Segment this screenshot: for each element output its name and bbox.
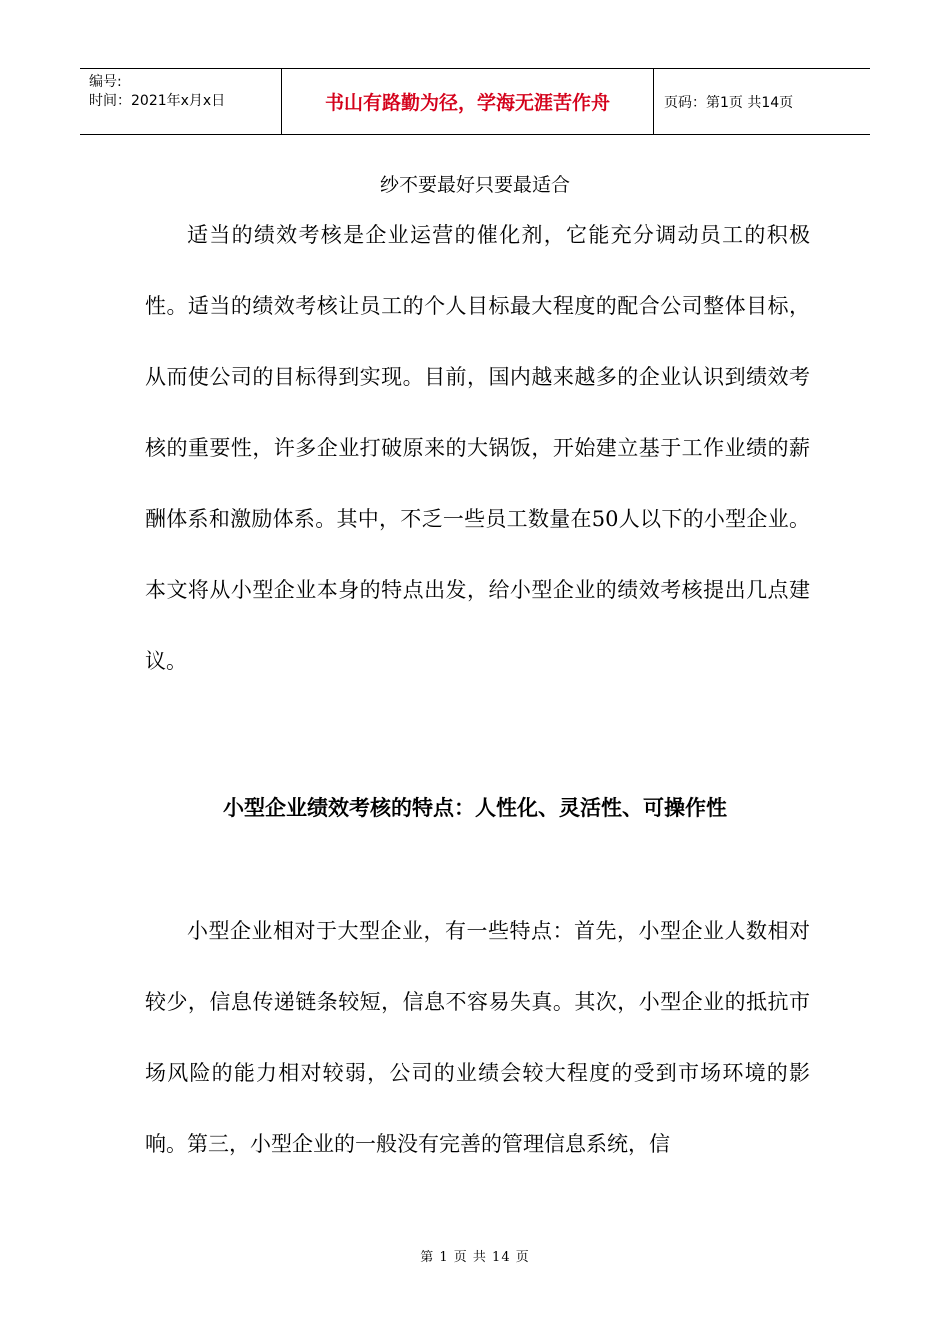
date-label: 时间：2021年x月x日 bbox=[89, 93, 226, 109]
page-header bbox=[80, 68, 870, 135]
intro-paragraph: 适当的绩效考核是企业运营的催化剂，它能充分调动员工的积极性。适当的绩效考核让员工的个人目标最大程度的配合公司整体目标，从而使公司的目标得到实现。目前，国内越来越多的企业认识到绩效考核的重要性，许多企业打破原来的大锅饭，开始建立基于工作业绩的薪酬体系和激励体系。其中，不乏一些员工数量在50人以下的小型企业。本文将从小型企业本身的特点出发，给小型企业的绩效考核提出几点建议。 bbox=[145, 223, 810, 673]
header-page-info: 页码：第1页 共14页 bbox=[664, 94, 794, 111]
section-heading: 小型企业绩效考核的特点：人性化、灵活性、可操作性 bbox=[223, 795, 727, 820]
header-meta-cell bbox=[80, 69, 282, 134]
body-paragraph: 小型企业相对于大型企业，有一些特点：首先，小型企业人数相对较少，信息传递链条较短，信息不容易失真。其次，小型企业的抵抗市场风险的能力相对较弱，公司的业绩会较大程度的受到市场环境的影响。第三，小型企业的一般没有完善的管理信息系统，信 bbox=[145, 919, 810, 1156]
number-label: 编号: bbox=[89, 74, 122, 90]
document-title: 纱不要最好只要最适合 bbox=[379, 174, 570, 196]
header-motto: 书山有路勤为径，学海无涯苦作舟 bbox=[282, 69, 654, 134]
page-footer: 第 1 页 共 14 页 bbox=[420, 1250, 530, 1265]
